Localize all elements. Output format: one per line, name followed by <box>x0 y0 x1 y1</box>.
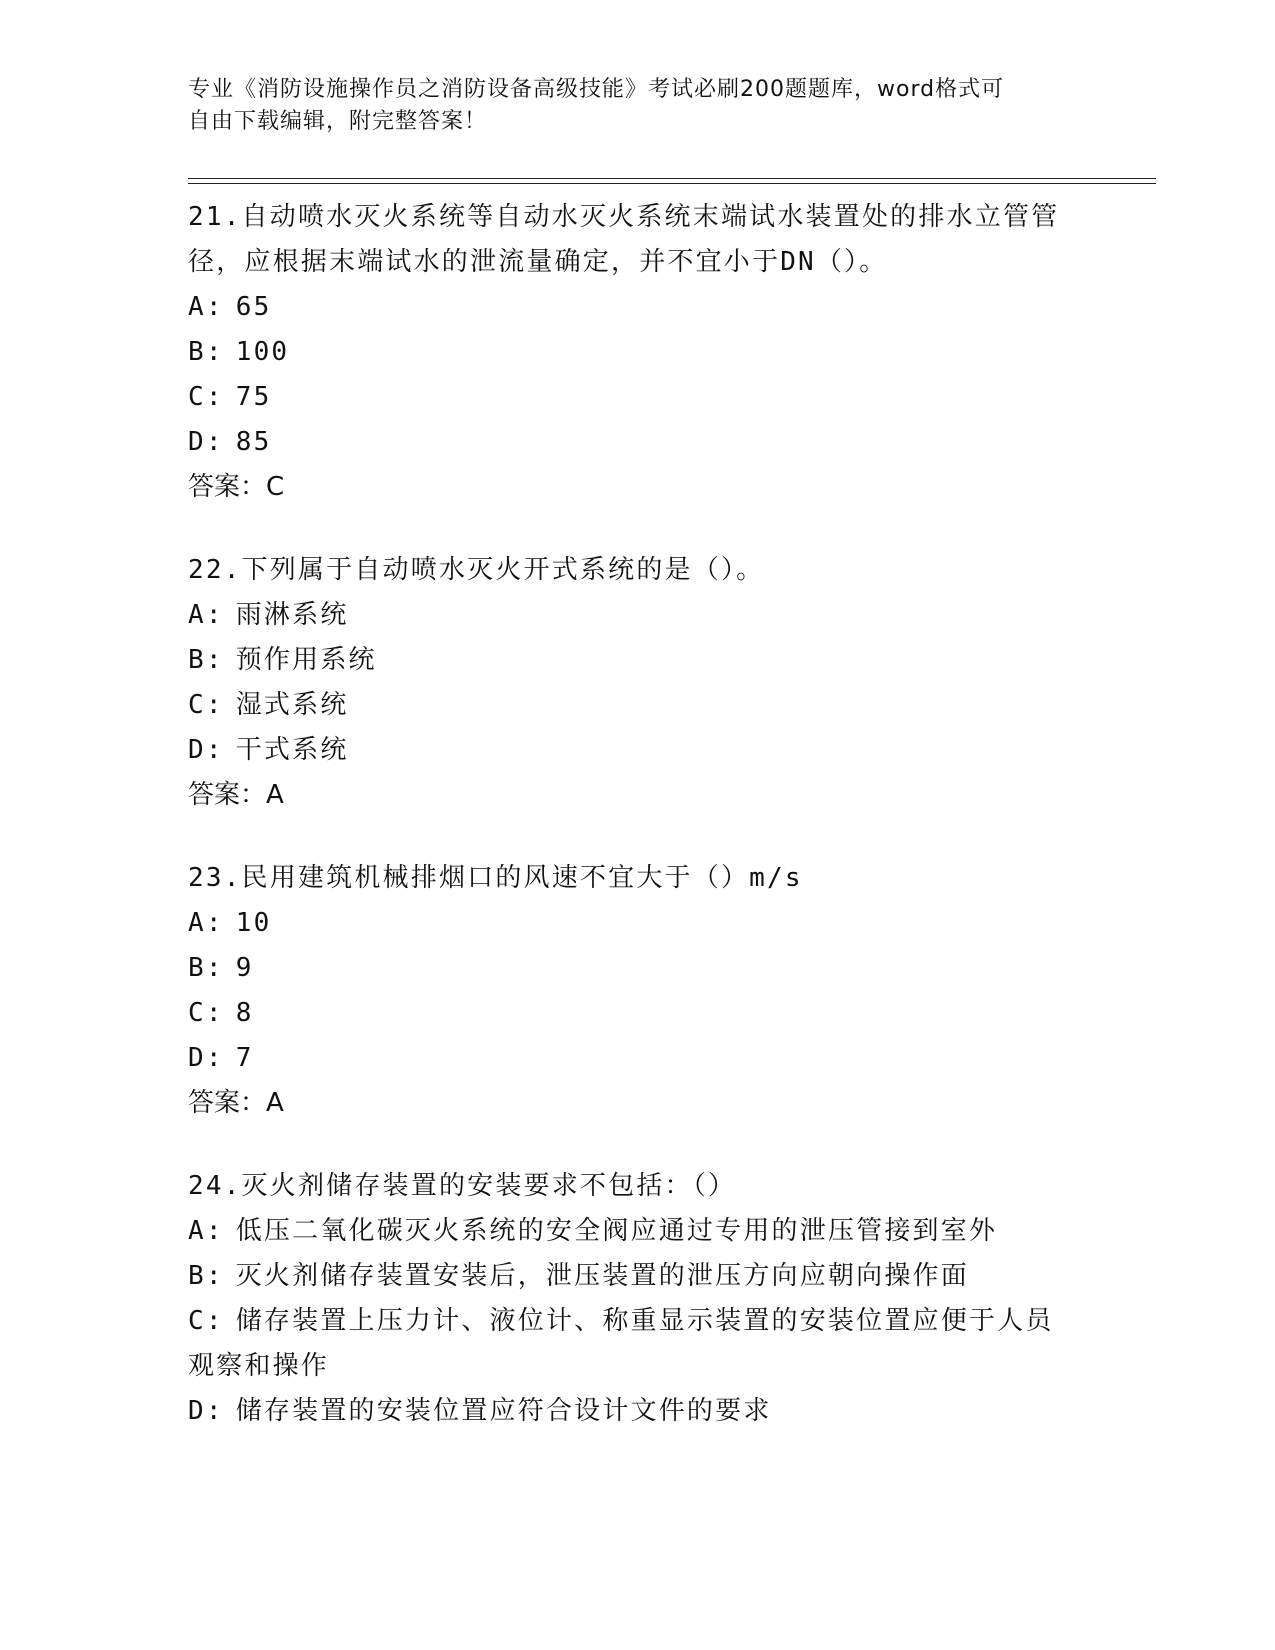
question-text: 24.灭火剂储存装置的安装要求不包括：（） <box>188 1171 737 1201</box>
question-list <box>188 195 1088 1472</box>
option-c <box>188 991 1088 1036</box>
option-d <box>188 1389 1088 1434</box>
document-header <box>188 74 1088 138</box>
option-text: 储存装置的安装位置应符合设计文件的要求 <box>235 1396 772 1426</box>
option-d <box>188 1036 1088 1081</box>
option-text: 预作用系统 <box>235 645 377 675</box>
option-b <box>188 638 1088 683</box>
option-key: A: <box>188 292 224 322</box>
option-d <box>188 420 1088 465</box>
option-key: B: <box>188 953 224 983</box>
option-key: B: <box>188 337 224 367</box>
option-text: 85 <box>235 427 272 457</box>
option-key: D: <box>188 427 224 457</box>
question-24 <box>188 1164 1088 1434</box>
option-key: C: <box>188 1306 224 1336</box>
option-text: 8 <box>235 998 254 1028</box>
option-key: D: <box>188 735 224 765</box>
option-c <box>188 375 1088 420</box>
header-divider-bottom <box>188 183 1156 184</box>
option-b <box>188 1254 1088 1299</box>
option-text: 10 <box>235 908 272 938</box>
option-key: B: <box>188 645 224 675</box>
question-text: 21.自动喷水灭火系统等自动水灭火系统末端试水装置处的排水立管管 <box>188 202 1060 232</box>
option-key: C: <box>188 998 224 1028</box>
option-c <box>188 683 1088 728</box>
header-line-1: 专业《消防设施操作员之消防设备高级技能》考试必刷200题题库，word格式可 <box>188 77 1005 102</box>
answer-line: 答案：A <box>188 780 284 810</box>
option-key: D: <box>188 1043 224 1073</box>
question-text: 23.民用建筑机械排烟口的风速不宜大于（）m/s <box>188 863 803 893</box>
option-text: 100 <box>235 337 290 367</box>
option-text: 7 <box>235 1043 254 1073</box>
option-text: 75 <box>235 382 272 412</box>
option-text: 65 <box>235 292 272 322</box>
answer-line: 答案：A <box>188 1088 284 1118</box>
option-key: A: <box>188 1216 224 1246</box>
option-key: D: <box>188 1396 224 1426</box>
option-a <box>188 593 1088 638</box>
question-21 <box>188 195 1088 510</box>
option-text: 雨淋系统 <box>235 600 349 630</box>
question-22 <box>188 548 1088 818</box>
option-b <box>188 330 1088 375</box>
option-key: C: <box>188 690 224 720</box>
option-a <box>188 901 1088 946</box>
option-d <box>188 728 1088 773</box>
option-text: 干式系统 <box>235 735 349 765</box>
option-c <box>188 1299 1088 1344</box>
question-23 <box>188 856 1088 1126</box>
header-line-2: 自由下载编辑，附完整答案！ <box>188 109 488 134</box>
option-text: 低压二氧化碳灭火系统的安全阀应通过专用的泄压管接到室外 <box>235 1216 998 1246</box>
answer-line: 答案：C <box>188 472 285 502</box>
option-text: 湿式系统 <box>235 690 349 720</box>
option-a <box>188 285 1088 330</box>
option-text: 9 <box>235 953 254 983</box>
option-a <box>188 1209 1088 1254</box>
option-text: 灭火剂储存装置安装后，泄压装置的泄压方向应朝向操作面 <box>235 1261 969 1291</box>
question-text-continued: 径，应根据末端试水的泄流量确定，并不宜小于DN（）。 <box>188 247 888 277</box>
option-key: A: <box>188 908 224 938</box>
header-divider-top <box>188 178 1156 179</box>
option-key: B: <box>188 1261 224 1291</box>
option-key: C: <box>188 382 224 412</box>
question-text: 22.下列属于自动喷水灭火开式系统的是（）。 <box>188 555 765 585</box>
option-key: A: <box>188 600 224 630</box>
option-c-continued: 观察和操作 <box>188 1351 330 1381</box>
option-b <box>188 946 1088 991</box>
option-text: 储存装置上压力计、液位计、称重显示装置的安装位置应便于人员 <box>235 1306 1054 1336</box>
